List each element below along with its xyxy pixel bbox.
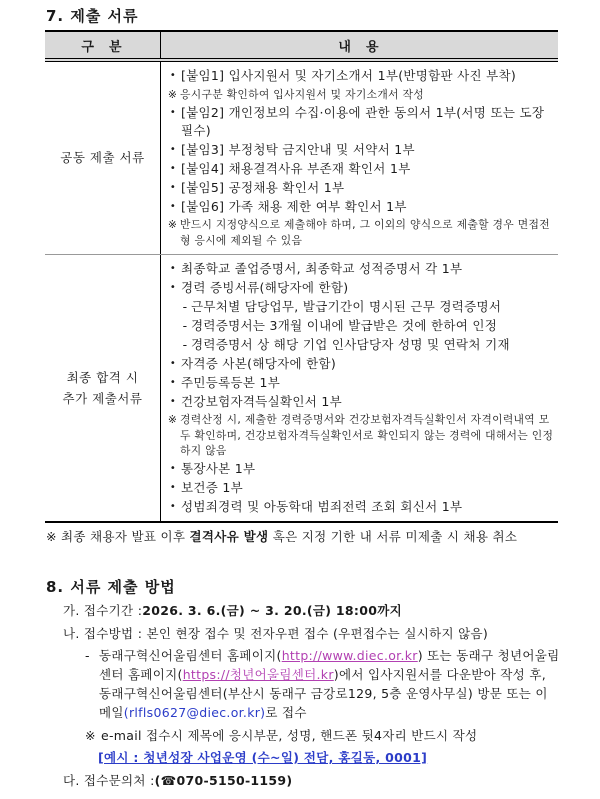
item-text: 성범죄경력 및 아동학대 범죄전력 조회 회신서 1부	[181, 499, 463, 514]
item-text: 주민등록등본 1부	[181, 374, 281, 390]
bullet-icon: •	[169, 181, 177, 193]
footnote-text	[46, 528, 560, 546]
text-segment: 동래구혁신어울림센터 홈페이지(	[99, 648, 282, 663]
table-item	[165, 374, 556, 392]
table-item	[165, 317, 556, 335]
item-text: [붙임1] 입사지원서 및 자기소개서 1부(반명함판 사진 부착)	[181, 68, 517, 83]
row-label-line: 추가 제출서류	[62, 390, 143, 406]
text-segment: 다. 접수문의처 :	[63, 772, 155, 788]
submission-documents-table	[45, 30, 558, 523]
bullet-icon: •	[169, 463, 177, 474]
text-segment: 혹은 지정 기한 내 서류 미제출 시 채용 취소	[268, 529, 518, 544]
text-segment: ) 또는 동래구 청년어울림센터 홈페이지(	[99, 648, 560, 682]
row-label	[45, 255, 161, 522]
table-row	[45, 254, 558, 522]
item-text: 경력산정 시, 제출한 경력증명서와 건강보험자격득실확인서 자격이력내역 모두 확인하며, 건강보험자격득실확인서로 확인되지 않는 경력에 대해서는 인정하지 않음	[180, 413, 554, 457]
note-icon: ※	[167, 87, 178, 101]
line-marker-icon: ※	[85, 727, 96, 743]
item-text: 자격증 사본(해당자에 한함)	[181, 355, 337, 371]
reception-period-line	[46, 601, 560, 620]
table-item	[165, 198, 556, 216]
bullet-icon: •	[169, 281, 177, 293]
table-item	[165, 160, 556, 178]
table-item	[165, 141, 556, 159]
item-text: 보건증 1부	[181, 480, 244, 495]
table-body	[45, 62, 558, 521]
row-label-line: 최종 합격 시	[66, 369, 139, 385]
example-text: [예시 : 청년성장 사업운영 (수~일) 전담, 홍길동, 0001]	[98, 750, 428, 765]
table-item	[165, 67, 556, 85]
item-text: 경력 증빙서류(해당자에 한함)	[181, 279, 349, 295]
dash-icon: -	[182, 298, 188, 314]
table-item	[165, 412, 556, 459]
table-item	[165, 87, 556, 103]
table-item	[165, 279, 556, 297]
text-segment: 가. 접수기간 :	[63, 603, 143, 618]
bullet-icon: •	[169, 357, 177, 369]
item-text: 통장사본 1부	[181, 461, 256, 476]
table-item	[165, 498, 556, 516]
bullet-icon: •	[169, 143, 177, 155]
item-text: [붙임4] 채용결격사유 부존재 확인서 1부	[181, 160, 411, 176]
line-text	[101, 726, 560, 745]
dash-icon: -	[182, 336, 188, 352]
item-text: 근무처별 담당업무, 발급기간이 명시된 근무 경력증명서	[191, 298, 502, 314]
line-text	[99, 646, 560, 722]
bullet-icon: •	[169, 262, 177, 274]
row-content	[161, 62, 558, 254]
item-text: 반드시 지정양식으로 제출해야 하며, 그 이외의 양식으로 제출할 경우 면접전형 응시에 제외될 수 있음	[180, 218, 550, 247]
item-text: 경력증명서는 3개월 이내에 발급받은 것에 한하여 인정	[191, 317, 498, 333]
note-icon: ※	[167, 413, 178, 426]
text-segment: 로 접수	[265, 705, 307, 720]
table-item	[165, 298, 556, 316]
note-icon: ※	[167, 218, 178, 231]
row-label	[45, 62, 161, 254]
bullet-icon: •	[169, 70, 177, 81]
section8-title: 8. 서류 제출 방법	[46, 578, 176, 596]
example-line	[46, 748, 560, 767]
reception-method-line	[46, 624, 560, 643]
table-item	[165, 460, 556, 478]
table-item	[165, 104, 556, 140]
email-link[interactable]: (rlfls0627@diec.or.kr)	[123, 705, 266, 720]
item-text: [붙임5] 공정채용 확인서 1부	[181, 179, 345, 195]
bullet-icon: •	[169, 482, 177, 493]
table-item	[165, 179, 556, 197]
column-header-content: 내 용	[338, 40, 381, 55]
item-text: [붙임3] 부정청탁 금지안내 및 서약서 1부	[181, 141, 415, 157]
bullet-icon: •	[169, 395, 177, 407]
table-header-row	[45, 32, 558, 62]
contact-line	[46, 771, 560, 790]
bullet-icon: •	[169, 106, 177, 118]
bold-text: 2026. 3. 6.(금) ~ 3. 20.(금) 18:00까지	[142, 603, 402, 618]
item-text: [붙임2] 개인정보의 수집·이용에 관한 동의서 1부(서명 또는 도장필수)	[181, 104, 545, 138]
row-label-line: 공동 제출 서류	[60, 150, 145, 166]
bold-text: 결격사유 발생	[189, 529, 269, 544]
diec-homepage-link[interactable]: http://www.diec.or.kr	[281, 648, 418, 663]
item-text: 경력증명서 상 해당 기업 인사담당자 성명 및 연락처 기재	[191, 336, 510, 352]
text-segment: e-mail 접수시 제목에 응시부문, 성명, 핸드폰 뒷4자리 반드시 작성	[101, 727, 478, 743]
bullet-icon: •	[169, 162, 177, 174]
column-header-category: 구 분	[45, 32, 161, 58]
bullet-icon: •	[169, 501, 177, 512]
download-instruction-line	[46, 646, 560, 722]
table-row	[45, 62, 558, 254]
item-text: 최종학교 졸업증명서, 최종학교 성적증명서 각 1부	[181, 260, 463, 276]
youth-center-homepage-link[interactable]: https://청년어울림센터.kr	[182, 667, 334, 682]
table-item	[165, 479, 556, 497]
line-marker-icon: -	[85, 648, 90, 663]
bold-text: (☎070-5150-1159)	[154, 772, 293, 788]
table-item	[165, 336, 556, 354]
item-text: [붙임6] 가족 채용 제한 여부 확인서 1부	[181, 198, 407, 214]
table-item	[165, 260, 556, 278]
table-item	[165, 217, 556, 248]
text-segment: )에서 입사지원서를 다운받아 작성 후, 동래구혁신어울림센터(부산시 동래구 금강로129, 5층 운영사무실) 방문 또는 이메일	[99, 667, 548, 720]
bullet-icon: •	[169, 376, 177, 388]
dash-icon: -	[182, 317, 188, 333]
row-content	[161, 255, 558, 522]
section8-lines	[46, 601, 560, 790]
email-note-line	[46, 726, 560, 745]
section7-title: 7. 제출 서류	[46, 7, 139, 25]
text-segment: ※ 최종 채용자 발표 이후	[46, 529, 190, 544]
table-item	[165, 393, 556, 411]
item-text: 응시구분 확인하여 입사지원서 및 자기소개서 작성	[180, 87, 424, 101]
table-item	[165, 355, 556, 373]
bullet-icon: •	[169, 200, 177, 212]
item-text: 건강보험자격득실확인서 1부	[181, 393, 343, 409]
text-segment: 나. 접수방법 : 본인 현장 접수 및 전자우편 접수 (우편접수는 실시하지 않음)	[63, 625, 489, 641]
